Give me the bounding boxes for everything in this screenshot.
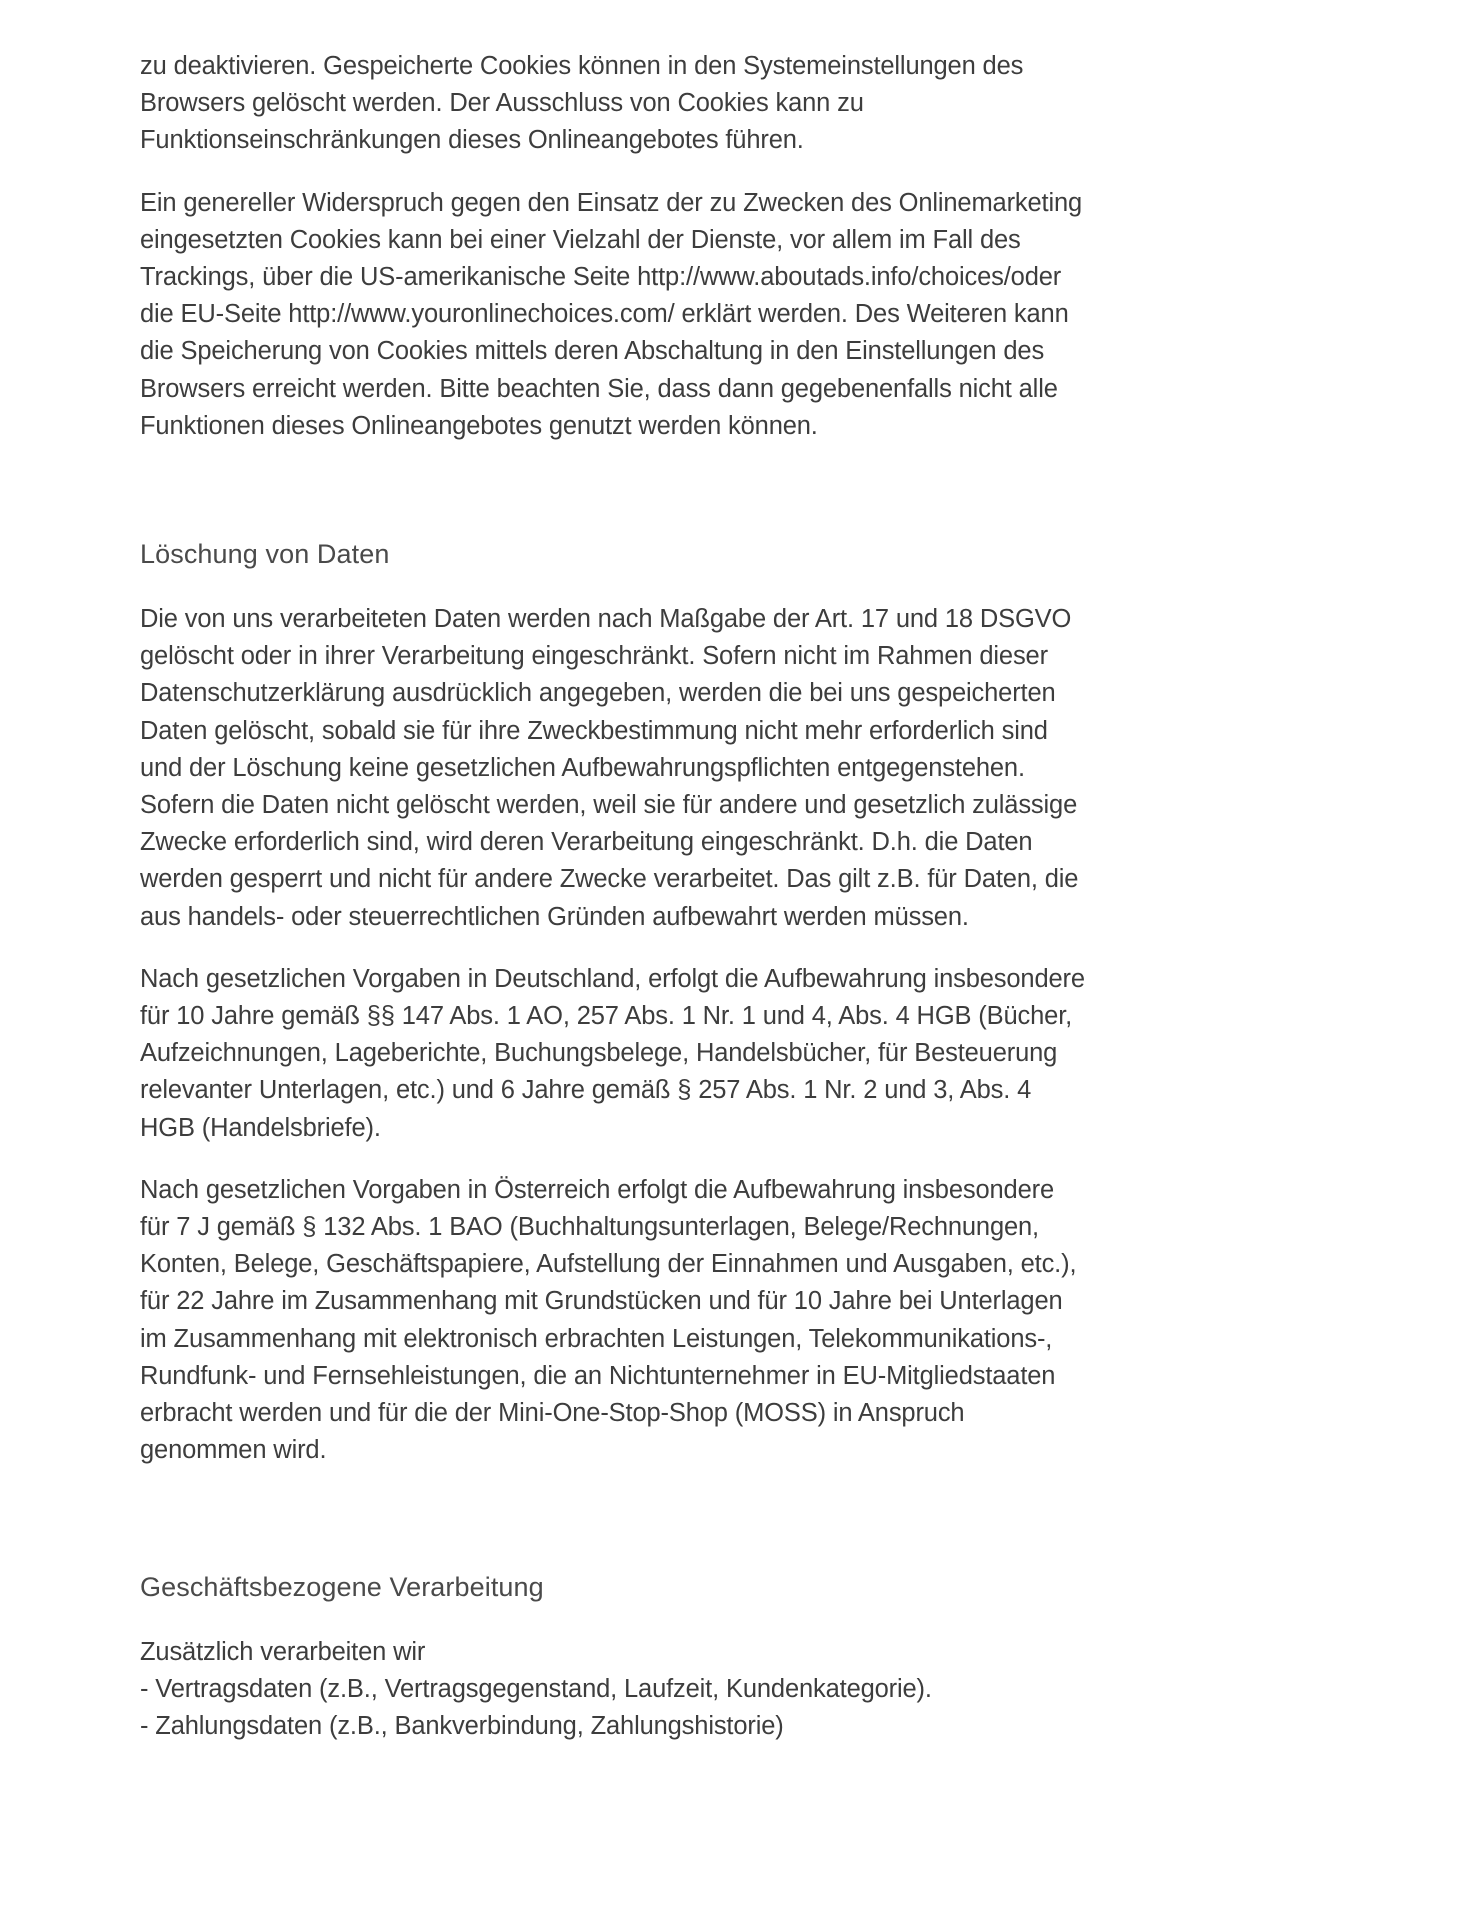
zusaetzlich-verarbeiten-list [140, 1634, 1090, 1746]
paragraph-loeschung-grundsatz: Die von uns verarbeiteten Daten werden nach Maßgabe der Art. 17 und 18 DSGVO gelöscht oder in ihrer Verarbeitung eingeschränkt. Sofern nicht im Rahmen dieser Datenschutzerklärung ausdrücklich angegeben, werden die bei uns gespeicherten Daten gelöscht, sobald sie für ihre Zweckbestimmung nicht mehr erforderlich sind und der Löschung keine gesetzlichen Aufbewahrungspflichten entgegenstehen. Sofern die Daten nicht gelöscht werden, weil sie für andere und gesetzlich zulässige Zwecke erforderlich sind, wird deren Verarbeitung eingeschränkt. D.h. die Daten werden gesperrt und nicht für andere Zwecke verarbeitet. Das gilt z.B. für Daten, die aus handels- oder steuerrechtlichen Gründen aufbewahrt werden müssen. [140, 605, 1079, 931]
list-item: - Vertragsdaten (z.B., Vertragsgegenstand, Laufzeit, Kundenkategorie). [140, 1674, 932, 1703]
heading-spacer [140, 571, 1090, 601]
document-content-column [140, 48, 1090, 1745]
paragraph-aufbewahrung-deutschland: Nach gesetzlichen Vorgaben in Deutschland, erfolgt die Aufbewahrung insbesondere für 10 Jahre gemäß §§ 147 Abs. 1 AO, 257 Abs. 1 Nr. 1 und 4, Abs. 4 HGB (Bücher, Aufzeichnungen, Lageberichte, Buchungsbelege, Handelsbücher, für Besteuerung relevanter Unterlagen, etc.) und 6 Jahre gemäß § 257 Abs. 1 Nr. 2 und 3, Abs. 4 HGB (Handelsbriefe). [140, 964, 1085, 1142]
heading-geschaeftsbezogene-verarbeitung: Geschäftsbezogene Verarbeitung [140, 1571, 544, 1602]
section-spacer [140, 445, 1090, 537]
paragraph-widerspruch-onlinemarketing: Ein genereller Widerspruch gegen den Einsatz der zu Zwecken des Onlinemarketing eingesetzten Cookies kann bei einer Vielzahl der Dienste, vor allem im Fall des Trackings, über die US-amerikanische Seite http://www.aboutads.info/choices/oder die EU-Seite http://www.youronlinechoices.com/ erklärt werden. Des Weiteren kann die Speicherung von Cookies mittels deren Abschaltung in den Einstellungen des Browsers erreicht werden. Bitte beachten Sie, dass dann gegebenenfalls nicht alle Funktionen dieses Onlineangebotes genutzt werden können. [140, 188, 1083, 440]
section-spacer-2 [140, 1470, 1090, 1570]
list-intro: Zusätzlich verarbeiten wir [140, 1637, 426, 1666]
heading-loeschung-von-daten: Löschung von Daten [140, 539, 390, 570]
paragraph-aufbewahrung-oesterreich: Nach gesetzlichen Vorgaben in Österreich erfolgt die Aufbewahrung insbesondere für 7 J gemäß § 132 Abs. 1 BAO (Buchhaltungsunterlagen, Belege/Rechnungen, Konten, Belege, Geschäftspapiere, Aufstellung der Einnahmen und Ausgaben, etc.), für 22 Jahre im Zusammenhang mit Grundstücken und für 10 Jahre bei Unterlagen im Zusammenhang mit elektronisch erbrachten Leistungen, Telekommunikations-, Rundfunk- und Fernsehleistungen, die an Nichtunternehmer in EU-Mitgliedstaaten erbracht werden und für die der Mini-One-Stop-Shop (MOSS) in Anspruch genommen wird. [140, 1175, 1077, 1465]
paragraph-cookies-deactivate: zu deaktivieren. Gespeicherte Cookies können in den Systemeinstellungen des Browsers gelöscht werden. Der Ausschluss von Cookies kann zu Funktionseinschränkungen dieses Onlineangebotes führen. [140, 52, 1024, 155]
heading-spacer-2 [140, 1604, 1090, 1634]
list-item: - Zahlungsdaten (z.B., Bankverbindung, Zahlungshistorie) [140, 1711, 784, 1740]
